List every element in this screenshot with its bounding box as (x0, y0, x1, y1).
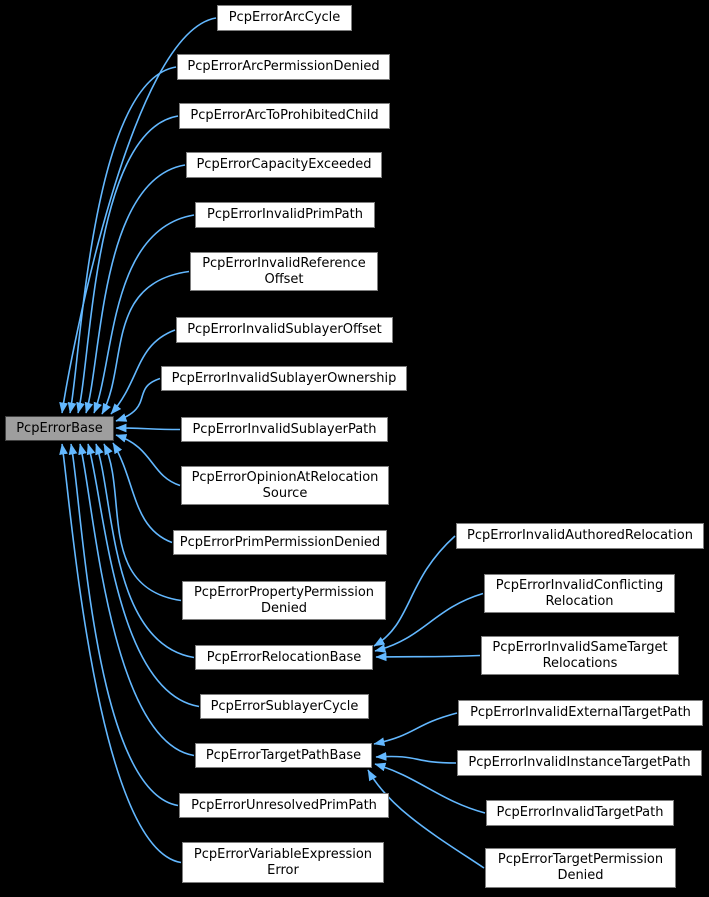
inheritance-edge-pcp-error-invalid-instance-target-path (376, 756, 456, 763)
class-node-label: Relocations (542, 655, 618, 671)
class-node-label: PcpErrorInvalidSameTarget (492, 639, 668, 655)
class-node-pcp-error-invalid-sublayer-path[interactable] (181, 417, 388, 442)
class-node-label: PcpErrorInvalidTargetPath (496, 805, 664, 820)
inheritance-edge-pcp-error-target-path-base (80, 444, 194, 756)
class-node-label: PcpErrorInvalidInstanceTargetPath (468, 755, 691, 770)
inheritance-edge-pcp-error-opinion-at-relocation-source (116, 435, 180, 486)
inheritance-edge-pcp-error-property-permission-denied (104, 444, 181, 601)
inheritance-edge-pcp-error-variable-expression-error (62, 444, 181, 863)
class-node-label: Relocation (545, 593, 614, 609)
inheritance-edge-pcp-error-invalid-sublayer-path (116, 428, 180, 430)
class-node-label: PcpErrorTargetPathBase (205, 747, 362, 763)
class-node-pcp-error-invalid-reference-offset[interactable] (190, 252, 378, 291)
class-node-label: PcpErrorArcToProhibitedChild (190, 108, 379, 123)
class-node-pcp-error-invalid-sublayer-offset[interactable] (176, 317, 393, 343)
class-node-pcp-error-unresolved-prim-path[interactable] (179, 793, 389, 818)
class-node-pcp-error-arc-cycle[interactable] (217, 5, 352, 31)
class-node-pcp-error-arc-permission-denied[interactable] (177, 54, 390, 80)
class-node-pcp-error-invalid-external-target-path[interactable] (458, 700, 703, 726)
class-node-label: Error (267, 862, 299, 878)
class-node-pcp-error-prim-permission-denied[interactable] (173, 530, 387, 555)
class-node-pcp-error-relocation-base[interactable] (195, 645, 373, 670)
inheritance-edge-pcp-error-invalid-sublayer-ownership (116, 379, 160, 422)
inheritance-edge-pcp-error-target-permission-denied (368, 770, 484, 868)
class-node-pcp-error-variable-expression-error[interactable] (182, 842, 384, 883)
class-node-label: PcpErrorVariableExpression (193, 846, 373, 862)
class-node-label: PcpErrorInvalidSublayerOffset (187, 322, 382, 337)
class-node-label: PcpErrorRelocationBase (206, 649, 362, 665)
class-node-label: PcpErrorInvalidConflicting (495, 577, 664, 593)
class-node-label: PcpErrorArcPermissionDenied (187, 59, 380, 74)
class-node-pcp-error-invalid-authored-relocation[interactable] (456, 523, 704, 549)
class-node-label: PcpErrorInvalidReference (202, 255, 366, 271)
class-node-pcp-error-capacity-exceeded[interactable] (186, 152, 382, 178)
class-node-label: Offset (264, 271, 304, 287)
class-node-pcp-error-invalid-instance-target-path[interactable] (457, 750, 702, 776)
inheritance-edge-pcp-error-arc-permission-denied (70, 67, 176, 413)
inheritance-edge-pcp-error-invalid-same-target-relocations (376, 656, 480, 658)
class-node-pcp-error-opinion-at-relocation-source[interactable] (181, 466, 389, 505)
inheritance-edge-pcp-error-unresolved-prim-path (71, 444, 178, 806)
class-node-label: PcpErrorInvalidPrimPath (207, 207, 363, 222)
class-node-pcp-error-invalid-target-path[interactable] (486, 800, 674, 826)
class-node-label: Denied (557, 868, 604, 883)
inheritance-edge-pcp-error-invalid-conflicting-relocation (375, 594, 483, 652)
class-node-label: PcpErrorInvalidSublayerOwnership (171, 370, 397, 386)
class-node-label: PcpErrorCapacityExceeded (196, 157, 372, 172)
class-node-label: PcpErrorInvalidSublayerPath (192, 421, 377, 437)
class-node-pcp-error-invalid-sublayer-ownership[interactable] (161, 366, 407, 391)
class-node-pcp-error-invalid-same-target-relocations[interactable] (481, 636, 679, 675)
class-node-label: PcpErrorPrimPermissionDenied (179, 534, 381, 550)
class-node-label: PcpErrorTargetPermission (497, 852, 664, 867)
class-node-label: PcpErrorUnresolvedPrimPath (191, 797, 377, 813)
class-node-pcp-error-base (5, 416, 114, 441)
class-node-pcp-error-arc-to-prohibited-child[interactable] (179, 103, 390, 129)
class-node-pcp-error-invalid-conflicting-relocation[interactable] (484, 574, 675, 613)
class-node-label: PcpErrorInvalidExternalTargetPath (470, 705, 691, 720)
class-node-label: Denied (260, 600, 308, 616)
class-node-pcp-error-target-permission-denied[interactable] (485, 848, 676, 888)
class-node-label: PcpErrorBase (16, 420, 103, 436)
class-node-pcp-error-invalid-prim-path[interactable] (195, 202, 375, 228)
inheritance-edge-pcp-error-prim-permission-denied (113, 443, 172, 543)
class-node-label: PcpErrorArcCycle (228, 10, 341, 25)
class-node-pcp-error-target-path-base[interactable] (195, 743, 372, 768)
class-node-label: PcpErrorSublayerCycle (210, 698, 359, 714)
class-node-label: PcpErrorInvalidAuthoredRelocation (467, 528, 693, 543)
class-node-label: PcpErrorOpinionAtRelocation (191, 469, 379, 485)
class-node-pcp-error-property-permission-denied[interactable] (182, 581, 386, 620)
class-node-label: PcpErrorPropertyPermission (193, 584, 375, 600)
class-node-label: Source (262, 485, 308, 501)
inheritance-edge-pcp-error-invalid-external-target-path (374, 713, 457, 744)
class-node-pcp-error-sublayer-cycle[interactable] (200, 694, 369, 719)
